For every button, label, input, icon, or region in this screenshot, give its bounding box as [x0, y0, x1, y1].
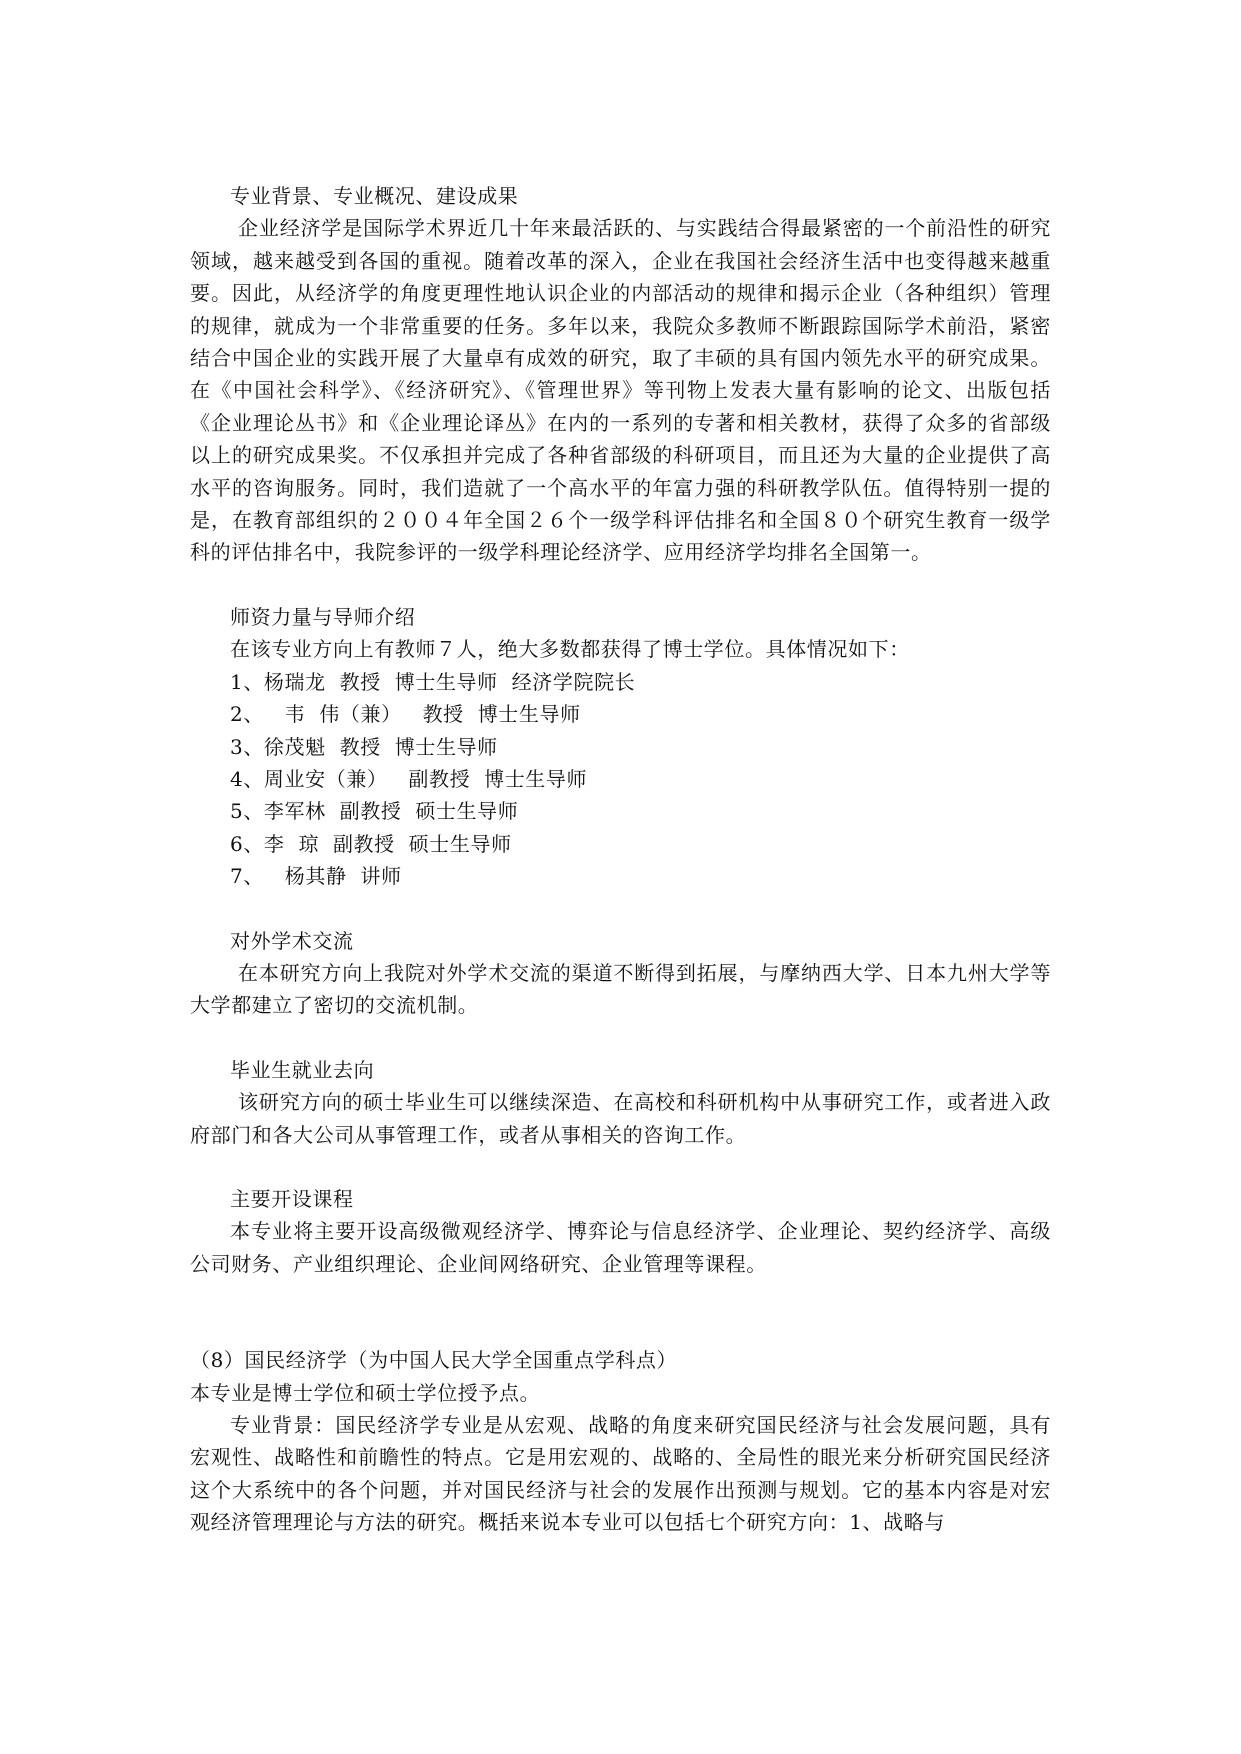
faculty-item: 3、徐茂魁 教授 博士生导师	[230, 734, 498, 759]
faculty-item: 4、周业安（兼） 副教授 博士生导师	[230, 766, 588, 791]
spacer	[190, 1151, 1051, 1183]
document-page	[190, 180, 1051, 1539]
faculty-item: 7、 杨其静 讲师	[230, 864, 402, 889]
section-heading-faculty: 师资力量与导师介绍	[230, 604, 416, 629]
faculty-item: 5、李军林 副教授 硕士生导师	[230, 799, 519, 824]
section-heading-courses: 主要开设课程	[230, 1186, 354, 1211]
spacer	[190, 1280, 1051, 1344]
spacer	[190, 893, 1051, 925]
section-paragraph-employment: 该研究方向的硕士毕业生可以继续深造、在高校和科研机构中从事研究工作，或者进入政府部门和各大公司从事管理工作，或者从事相关的咨询工作。	[190, 1090, 1051, 1147]
section-paragraph-courses: 本专业将主要开设高级微观经济学、博弈论与信息经济学、企业理论、契约经济学、高级公司财务、产业组织理论、企业间网络研究、企业管理等课程。	[190, 1219, 1051, 1276]
section-heading-employment: 毕业生就业去向	[230, 1057, 375, 1082]
spacer	[190, 1022, 1051, 1054]
section-paragraph-background: 企业经济学是国际学术界近几十年来最活跃的、与实践结合得最紧密的一个前沿性的研究领域，越来越受到各国的重视。随着改革的深入，企业在我国社会经济生活中也变得越来越重要。因此，从经济学的角度更理性地认识企业的内部活动的规律和揭示企业（各种组织）管理的规律，就成为一个非常重要的任务。多年以来，我院众多教师不断跟踪国际学术前沿，紧密结合中国企业的实践开展了大量卓有成效的研究，取了丰硕的具有国内领先水平的研究成果。在《中国社会科学》、《经济研究》、《管理世界》等刊物上发表大量有影响的论文、出版包括《企业理论丛书》和《企业理论译丛》在内的一系列的专著和相关教材，获得了众多的省部级以上的研究成果奖。不仅承担并完成了各种省部级的科研项目，而且还为大量的企业提供了高水平的咨询服务。同时，我们造就了一个高水平的年富力强的科研教学队伍。值得特别一提的是，在教育部组织的２００４年全国２６个一级学科评估排名和全国８０个研究生教育一级学科的评估排名中，我院参评的一级学科理论经济学、应用经济学均排名全国第一。	[190, 216, 1051, 565]
section8-degree-line: 本专业是博士学位和硕士学位授予点。	[190, 1380, 541, 1405]
faculty-item: 6、李 琼 副教授 硕士生导师	[230, 831, 512, 856]
section-heading-exchange: 对外学术交流	[230, 928, 354, 953]
faculty-item: 1、杨瑞龙 教授 博士生导师 经济学院院长	[230, 669, 636, 694]
section8-title: （8）国民经济学（为中国人民大学全国重点学科点）	[190, 1348, 678, 1373]
faculty-item: 2、 韦 伟（兼） 教授 博士生导师	[230, 702, 581, 727]
section-heading-background: 专业背景、专业概况、建设成果	[230, 184, 519, 208]
section-paragraph-faculty: 在该专业方向上有教师７人，绝大多数都获得了博士学位。具体情况如下：	[230, 637, 910, 662]
spacer	[190, 569, 1051, 601]
section8-background: 专业背景：国民经济学专业是从宏观、战略的角度来研究国民经济与社会发展问题，具有宏观性、战略性和前瞻性的特点。它是用宏观的、战略的、全局性的眼光来分析研究国民经济这个大系统中的各个问题，并对国民经济与社会的发展作出预测与规划。它的基本内容是对宏观经济管理理论与方法的研究。概括来说本专业可以包括七个研究方向：1、战略与	[190, 1413, 1051, 1535]
section-paragraph-exchange: 在本研究方向上我院对外学术交流的渠道不断得到拓展，与摩纳西大学、日本九州大学等大学都建立了密切的交流机制。	[190, 960, 1051, 1018]
